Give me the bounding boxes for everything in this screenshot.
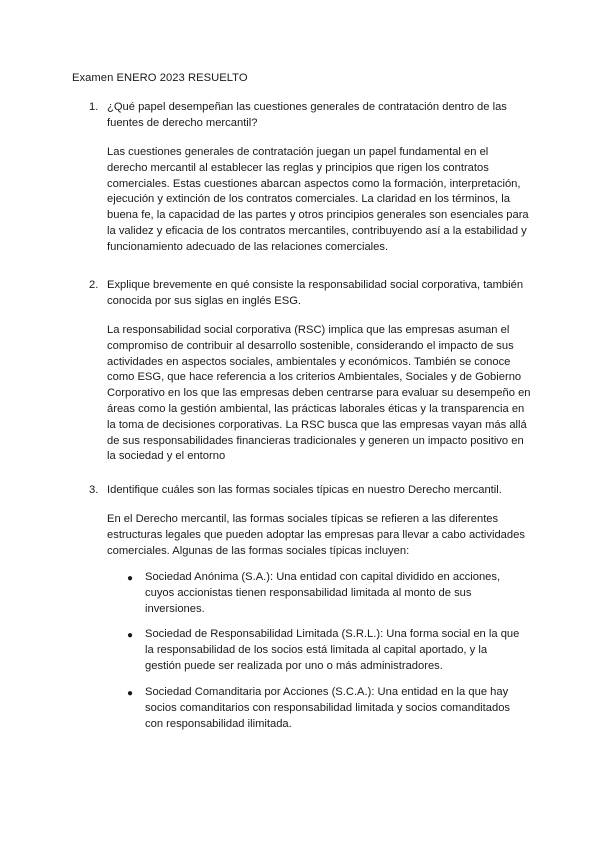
question-2-number: 2. [89,279,99,291]
document-title: Examen ENERO 2023 RESUELTO [72,72,248,84]
bullet-2-symbol: ● [127,630,134,641]
question-3-text: Identifique cuáles son las formas sociales típicas en nuestro Derecho mercantil. [107,484,502,496]
question-3-number: 3. [89,484,99,496]
question-1-text: ¿Qué papel desempeñan las cuestiones generales de contratación dentro de las fuentes de derecho mercantil? [107,101,507,129]
question-2-text: Explique brevemente en qué consiste la responsabilidad social corporativa, también conocida por sus siglas en inglés ESG. [107,279,524,307]
bullet-2-text: Sociedad de Responsabilidad Limitada (S.R.L.): Una forma social en la que la responsabilidad de los socios está limitada al capital aportado, y la gestión puede ser realizada por uno o más administradores. [145,628,520,672]
bullet-3-text: Sociedad Comanditaria por Acciones (S.C.A.): Una entidad en la que hay socios comanditarios con responsabilidad limitada y socios comanditados con responsabilidad ilimitada. [145,686,511,730]
question-1-number: 1. [89,101,99,113]
question-1-answer: Las cuestiones generales de contratación juegan un papel fundamental en el derecho mercantil al establecer las reglas y principios que rigen los contratos comerciales. Estas cuestiones abarcan aspectos como la formación, interpretación, ejecución y extinción de los contratos comerciales. La claridad en los términos, la buena fe, la capacidad de las partes y otros principios generales son esenciales para la validez y eficacia de los contratos mercantiles, contribuyendo así a la estabilidad y funcionamiento adecuado de las relaciones comerciales. [107,146,529,253]
bullet-1-text: Sociedad Anónima (S.A.): Una entidad con capital dividido en acciones, cuyos accionistas tienen responsabilidad limitada al monto de sus inversiones. [145,571,501,615]
question-3-answer: En el Derecho mercantil, las formas sociales típicas se refieren a las diferentes estructuras legales que pueden adoptar las empresas para llevar a cabo actividades comerciales. Algunas de las formas sociales típicas incluyen: [107,513,525,557]
question-2-answer: La responsabilidad social corporativa (RSC) implica que las empresas asuman el compromiso de contribuir al desarrollo sostenible, considerando el impacto de sus actividades en aspectos sociales, ambientales y económicos. También se conoce como ESG, que hace referencia a los criterios Ambientales, Sociales y de Gobierno Corporativo en los que las empresas deben centrarse para evaluar su desempeño en áreas como la gestión ambiental, las prácticas laborales éticas y la transparencia en la toma de decisiones corporativas. La RSC busca que las empresas vayan más allá de sus responsabilidades financieras tradicionales y generen un impacto positivo en la sociedad y el entorno [107,324,531,463]
bullet-1-symbol: ● [127,573,134,584]
bullet-3-symbol: ● [127,688,134,699]
